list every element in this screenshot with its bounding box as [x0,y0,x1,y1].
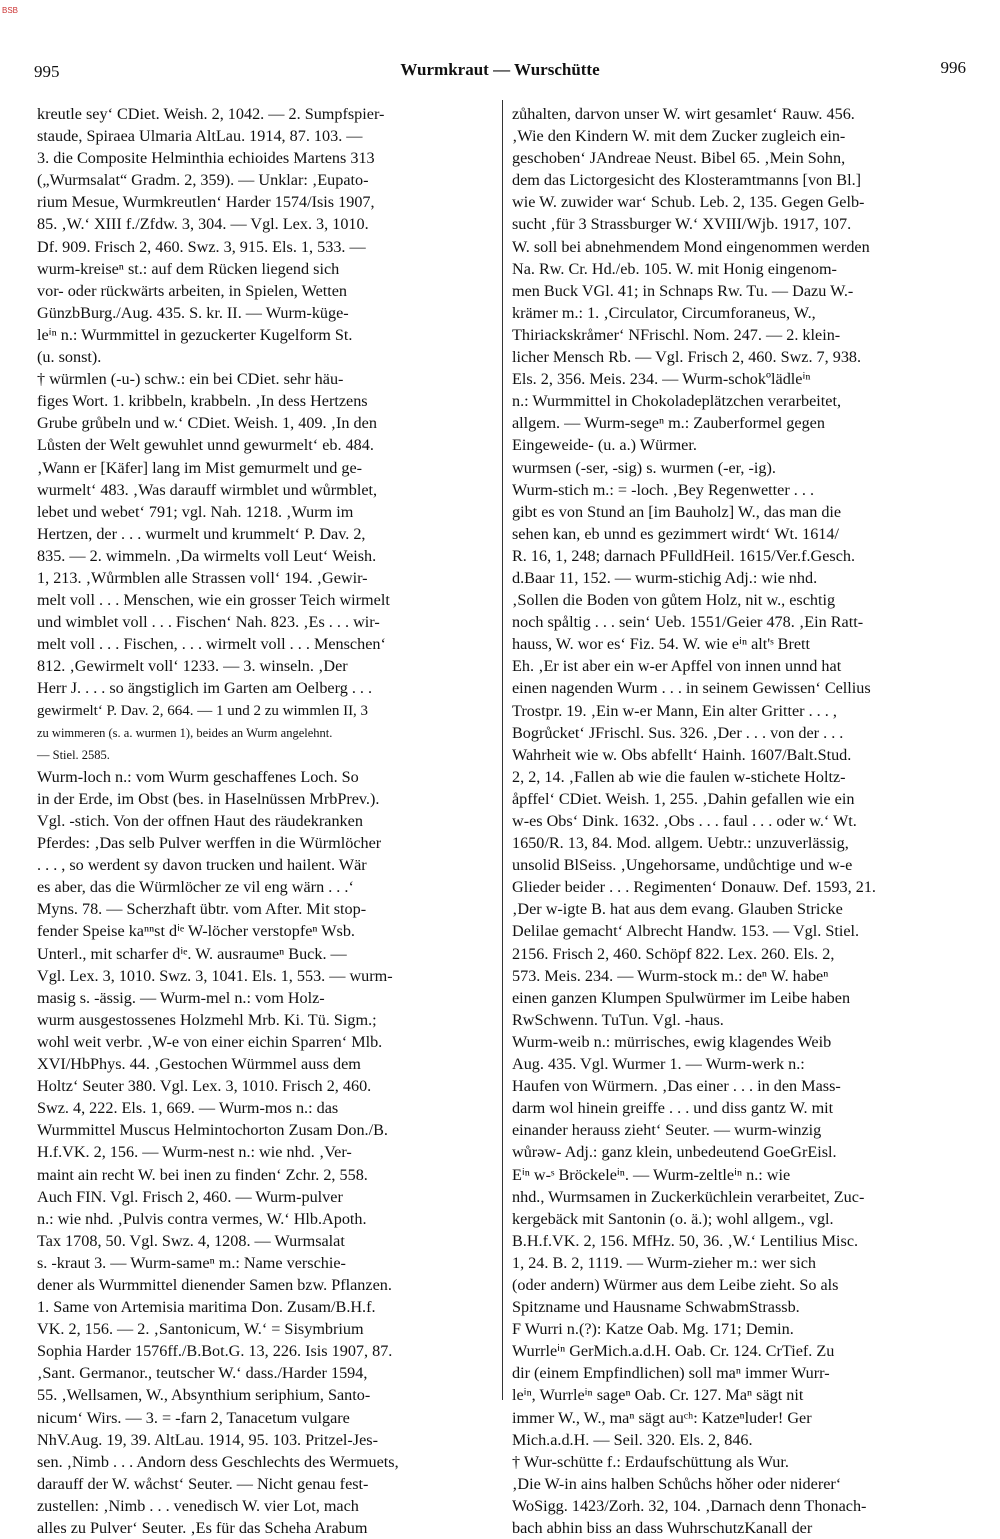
text-line: RwSchwenn. TuTun. Vgl. -haus. [512,1010,724,1029]
page-number-left: 995 [34,62,60,81]
text-line: zu wimmeren (s. a. wurmen 1), beides an Wurm angelehnt. [37,725,333,740]
text-line: 85. ‚W.‘ XIII f./Zfdw. 3, 304. — Vgl. Lex. 3, 1010. [37,215,369,234]
text-line: (u. sonst). [37,348,102,367]
text-line: Vgl. -stich. Von der offnen Haut des räudekranken [37,812,363,830]
text-line: wie W. zuwider war‘ Schub. Leb. 2, 135. Gegen Gelb- [512,193,865,212]
text-line: kergebäck mit Santonin (o. ä.); wohl allgem., vgl. [512,1209,834,1228]
text-line: wohl weit verbr. ‚W-e von einer eichin Sparren‘ Mlb. [37,1032,383,1051]
text-line: zůhalten, darvon unser W. wirt gesamlet‘ Rauw. 456. [512,105,855,123]
text-line: ‚Sollen die Boden von gůtem Holz, nit w., eschtig [512,591,836,610]
text-line: einen nagenden Wurm . . . in seinem Gewissen‘ Cellius [512,679,871,698]
text-line: men Buck VGl. 41; in Schnaps Rw. Tu. — Dazu W.- [512,281,854,300]
text-line: 55. ‚Wellsamen, W., Absynthium seriphium, Santo- [37,1386,371,1405]
text-line: leⁱⁿ, Wurrleⁱⁿ sageⁿ Oab. Cr. 127. Maⁿ sägt nit [512,1386,804,1405]
text-line: in der Erde, im Obst (bes. in Haselnüssen MrbPrev.). [37,789,380,808]
text-line: melt voll . . . Menschen, wie ein grosser Teich wirmelt [37,591,390,610]
text-line: ‚Wann er [Käfer] lang im Mist gemurmelt und ge- [37,458,363,477]
text-line: WoSigg. 1423/Zorh. 32, 104. ‚Darnach denn Thonach- [512,1496,867,1515]
text-line: Na. Rw. Cr. Hd./eb. 105. W. mit Honig eingenom- [512,259,837,278]
text-line: Trostpr. 19. ‚Ein w-er Mann, Ein alter Gritter . . . , [512,701,837,720]
text-line: Tax 1708, 50. Vgl. Swz. 4, 1208. — Wurmsalat [37,1231,345,1250]
text-line: wurmsen (-ser, -sig) s. wurmen (-er, -ig). [512,458,776,477]
running-head: Wurmkraut — Wurschütte [400,60,600,79]
text-line: 1, 24. B. 2, 1119. — Wurm-zieher m.: wer sich [512,1253,817,1272]
text-line: (oder andern) Würmer aus dem Leibe zieht. So als [512,1275,839,1294]
right-column [512,103,972,1539]
text-line: Wahrheit wie w. Obs abfellt‘ Hainh. 1607/Balt.Stud. [512,745,852,764]
text-line: alles zu Pulver‘ Seuter. ‚Es für das Scheha Arabum [37,1519,368,1537]
text-line: Eh. ‚Er ist aber ein w-er Apffel von innen unnd hat [512,657,842,676]
text-line: hauss, W. wor es‘ Fiz. 54. W. wie eⁱⁿ alt'ˢ Brett [512,635,811,654]
text-line: einander herauss zieht‘ Seuter. — wurm-winzig [512,1121,822,1140]
text-line: Eⁱⁿ w-ˢ Bröckeleⁱⁿ. — Wurm-zeltleⁱⁿ n.: wie [512,1165,791,1184]
text-line: sehen kan, eb unnd es gezimmert wirdt‘ Wt. 1614/ [512,524,839,543]
text-line: sucht ‚für 3 Strassburger W.‘ XVIII/Wjb. 1917, 107. [512,215,852,234]
text-line: dener als Wurmmittel dienender Samen bzw. Pflanzen. [37,1275,392,1294]
text-line: Els. 2, 356. Meis. 234. — Wurm-schokºlädleⁱⁿ [512,370,811,389]
library-stamp: BSB [2,6,19,15]
text-line: dem das Lictorgesicht des Klosteramtmanns [von Bl.] [512,171,862,190]
text-line: Glieder beider . . . Regimenten‘ Donauw. Def. 1593, 21. [512,878,876,897]
text-line: Aug. 435. Vgl. Wurmer 1. — Wurm-werk n.: [512,1055,805,1074]
page-number-right: 996 [940,58,966,77]
text-line: nicum‘ Wirs. — 3. = -farn 2, Tanacetum vulgare [37,1408,350,1427]
text-line: vor- oder rückwärts arbeiten, in Spielen, Wetten [37,281,348,300]
text-line: GünzbBurg./Aug. 435. S. kr. II. — Wurm-küge- [37,303,349,322]
text-line: n.: Wurmmittel in Chokoladeplätzchen verarbeitet, [512,392,841,411]
text-line: („Wurmsalat“ Gradm. 2, 359). — Unklar: ‚Eupato- [37,171,369,190]
text-line: Vgl. Lex. 3, 1010. Swz. 3, 1041. Els. 1, 553. — wurm- [37,966,393,985]
text-line: darauff der W. wåchst‘ Seuter. — Nicht genau fest- [37,1474,369,1493]
text-line: 1. Same von Artemisia maritima Don. Zusam/B.H.f. [37,1298,376,1317]
text-line: 1650/R. 13, 84. Mod. allgem. Uebtr.: unzuverlässig, [512,834,849,853]
text-line: Swz. 4, 222. Els. 1, 669. — Wurm-mos n.: das [37,1099,339,1118]
text-line: staude, Spiraea Ulmaria AltLau. 1914, 87. 103. — [37,127,363,146]
text-line: Myns. 78. — Scherzhaft übtr. vom After. Mit stop- [37,900,367,919]
text-line: Pferdes: ‚Das selb Pulver werffen in die Würmlöcher [37,834,382,853]
text-line: zustellen: ‚Nimb . . . venedisch W. vier Lot, mach [37,1496,359,1515]
text-line: es aber, das die Würmlöcher ze vil eng wärn . . .‘ [37,878,354,897]
text-line: allgem. — Wurm-segeⁿ m.: Zauberformel gegen [512,414,825,433]
text-line: wurm ausgestossenes Holzmehl Mrb. Ki. Tü. Sigm.; [37,1010,377,1029]
text-line: Wurm-weib n.: mürrisches, ewig klagendes Weib [512,1032,832,1051]
text-line: dir (einem Empfindlichen) soll maⁿ immer Wurr- [512,1364,830,1383]
text-line: lebet und webet‘ 791; vgl. Nah. 1218. ‚Wurm im [37,502,354,521]
text-line: masig s. -ässig. — Wurm-mel n.: vom Holz- [37,988,325,1007]
text-line: Wurm-loch n.: vom Wurm geschaffenes Loch. So [37,767,359,786]
text-line: geschoben‘ JAndreae Neust. Bibel 65. ‚Mein Sohn, [512,149,846,168]
text-line: figes Wort. 1. kribbeln, krabbeln. ‚In dess Hertzens [37,392,368,411]
text-line: immer W., W., maⁿ sägt auᶜʰ: Katzeⁿluder! Ger [512,1408,812,1427]
text-line: . . . , so werdent sy davon trucken und hailent. Wär [37,856,367,875]
text-line: licher Mensch Rb. — Vgl. Frisch 2, 460. Swz. 7, 938. [512,348,862,367]
left-column [37,103,492,1539]
text-line: NhV.Aug. 19, 39. AltLau. 1914, 95. 103. Pritzel-Jes- [37,1430,378,1449]
text-line: melt voll . . . Fischen, . . . wirmelt voll . . . Menschen‘ [37,635,386,654]
text-line: Sophia Harder 1576ff./B.Bot.G. 13, 226. Isis 1907, 87. [37,1342,393,1361]
text-line: krämer m.: 1. ‚Circulator, Circumforaneus, W., [512,303,816,322]
text-line: einen ganzen Klumpen Spulwürmer im Leibe haben [512,988,851,1007]
text-line: 1, 213. ‚Wůrmblen alle Strassen voll‘ 194. ‚Gewir- [37,568,368,587]
text-line: s. -kraut 3. — Wurm-sameⁿ m.: Name verschie- [37,1253,346,1272]
text-line: B.H.f.VK. 2, 156. MfHz. 50, 36. ‚W.‘ Lentilius Misc. [512,1231,859,1250]
text-line: rium Mesue, Wurmkreutlen‘ Harder 1574/Isis 1907, [37,193,375,212]
text-line: ‚Wie den Kindern W. mit dem Zucker zugleich ein- [512,127,846,146]
text-line: bach abhin biss an dass WuhrschutzKanall der [512,1519,813,1537]
text-line: H.f.VK. 2, 156. — Wurm-nest n.: wie nhd. ‚Ver- [37,1143,352,1162]
text-line: 2, 2, 14. ‚Fallen ab wie die faulen w-stichete Holtz- [512,767,846,786]
text-line: Haufen von Würmern. ‚Das einer . . . in den Mass- [512,1077,841,1096]
text-line: 812. ‚Gewirmelt voll‘ 1233. — 3. winseln. ‚Der [37,657,348,676]
text-line: 2156. Frisch 2, 460. Schöpf 822. Lex. 260. Els. 2, [512,944,835,963]
text-line: Df. 909. Frisch 2, 460. Swz. 3, 915. Els. 1, 533. — [37,237,366,256]
text-line: 3. die Composite Helminthia echioides Martens 313 [37,149,375,168]
text-line: VK. 2, 156. — 2. ‚Santonicum, W.‘ = Sisymbrium [37,1320,364,1339]
text-line: wurmelt‘ 483. ‚Was darauff wirmblet und wůrmblet, [37,480,378,499]
text-line: Auch FIN. Vgl. Frisch 2, 460. — Wurm-pulver [37,1187,343,1206]
text-line: nhd., Wurmsamen in Zuckerküchlein verarbeitet, Zuc- [512,1187,865,1206]
text-line: Hertzen, der . . . wurmelt und krummelt‘ P. Dav. 2, [37,524,366,543]
text-line: † Wur-schütte f.: Erdaufschüttung als Wur. [512,1452,789,1471]
text-line: 573. Meis. 234. — Wurm-stock m.: deⁿ W. habeⁿ [512,966,829,985]
text-line: Lůsten der Welt gewuhlet unnd gewurmelt‘ eb. 484. [37,436,374,455]
page-header [30,58,970,88]
text-line: sen. ‚Nimb . . . Andorn dess Geschlechts des Wermuets, [37,1452,399,1471]
text-line: ‚Die W-in ains halben Schůchs hǒher oder niderer‘ [512,1474,842,1493]
text-line: d.Baar 11, 152. — wurm-stichig Adj.: wie nhd. [512,568,818,587]
text-line: R. 16, 1, 248; darnach PFulldHeil. 1615/Ver.f.Gesch. [512,546,856,565]
text-line: maint ain recht W. bei inen zu finden‘ Zchr. 2, 558. [37,1165,368,1184]
text-line: wůrəw- Adj.: ganz klein, unbedeutend GoeGrEisl. [512,1143,837,1162]
text-line: Bogrůcket‘ JFrischl. Sus. 326. ‚Der . . . von der . . . [512,723,844,742]
text-line: W. soll bei abnehmendem Mond eingenommen werden [512,237,870,256]
text-line: Unterl., mit scharfer dⁱᵉ. W. ausraumeⁿ Buck. — [37,944,347,963]
text-line: ‚Sant. Germanor., teutscher W.‘ dass./Harder 1594, [37,1364,368,1383]
text-line: Grube grůbeln und w.‘ CDiet. Weish. 1, 409. ‚In den [37,414,377,433]
text-line: Delilae gemacht‘ Albrecht Handw. 153. — Vgl. Stiel. [512,922,860,941]
text-line: kreutle sey‘ CDiet. Weish. 2, 1042. — 2. Sumpfspier- [37,105,385,123]
text-line: Mich.a.d.H. — Seil. 320. Els. 2, 846. [512,1430,753,1449]
text-line: noch spåltig . . . sein‘ Ueb. 1551/Geier 478. ‚Ein Ratt- [512,613,864,632]
text-line: † würmlen (-u-) schw.: ein bei CDiet. sehr häu- [37,370,344,389]
text-line: Wurrleⁱⁿ GerMich.a.d.H. Oab. Cr. 124. CrTief. Zu [512,1342,835,1361]
text-line: Wurm-stich m.: = -loch. ‚Bey Regenwetter . . . [512,480,815,499]
text-line: Spitzname und Hausname SchwabmStrassb. [512,1298,800,1317]
text-line: Wurmmittel Muscus Helmintochorton Zusam Don./B. [37,1121,388,1140]
text-line: fender Speise kaⁿⁿst dⁱᵉ W-löcher verstopfeⁿ Wsb. [37,922,355,941]
text-line: Eingeweide- (u. a.) Würmer. [512,436,697,455]
text-line: Thiriackskråmer‘ NFrischl. Nom. 247. — 2. klein- [512,325,841,344]
text-line: Holtz‘ Seuter 380. Vgl. Lex. 3, 1010. Frisch 2, 460. [37,1077,372,1096]
text-line: leⁱⁿ n.: Wurmmittel in gezuckerter Kugelform St. [37,325,353,344]
text-line: w-es Obs‘ Dink. 1632. ‚Obs . . . faul . . . oder w.‘ Wt. [512,812,857,830]
text-line: n.: wie nhd. ‚Pulvis contra vermes, W.‘ Hlb.Apoth. [37,1209,367,1228]
text-line: Herr J. . . . so ängstiglich im Garten am Oelberg . . . [37,679,373,698]
text-line: — Stiel. 2585. [37,747,110,762]
column-divider [502,100,503,1400]
text-line: und wimblet voll . . . Fischen‘ Nah. 823. ‚Es . . . wir- [37,613,380,632]
text-line: F Wurri n.(?): Katze Oab. Mg. 171; Demin. [512,1320,794,1339]
text-line: gewirmelt‘ P. Dav. 2, 664. — 1 und 2 zu wimmlen II, 3 [37,702,369,719]
text-line: gibt es von Stund an [im Bauholz] W., das man die [512,502,842,521]
text-line: unsolid BlSeiss. ‚Ungehorsame, undůchtige und w-e [512,856,853,875]
text-line: XVI/HbPhys. 44. ‚Gestochen Würmmel auss dem [37,1055,361,1074]
text-line: 835. — 2. wimmeln. ‚Da wirmelts voll Leut‘ Weish. [37,546,377,565]
text-line: ‚Der w-igte B. hat aus dem evang. Glauben Stricke [512,900,843,919]
text-line: åpffel‘ CDiet. Weish. 1, 255. ‚Dahin gefallen wie ein [512,789,855,808]
text-line: darm wol hinein greiffe . . . und diss gantz W. mit [512,1099,834,1118]
text-line: wurm-kreiseⁿ st.: auf dem Rücken liegend sich [37,259,340,278]
